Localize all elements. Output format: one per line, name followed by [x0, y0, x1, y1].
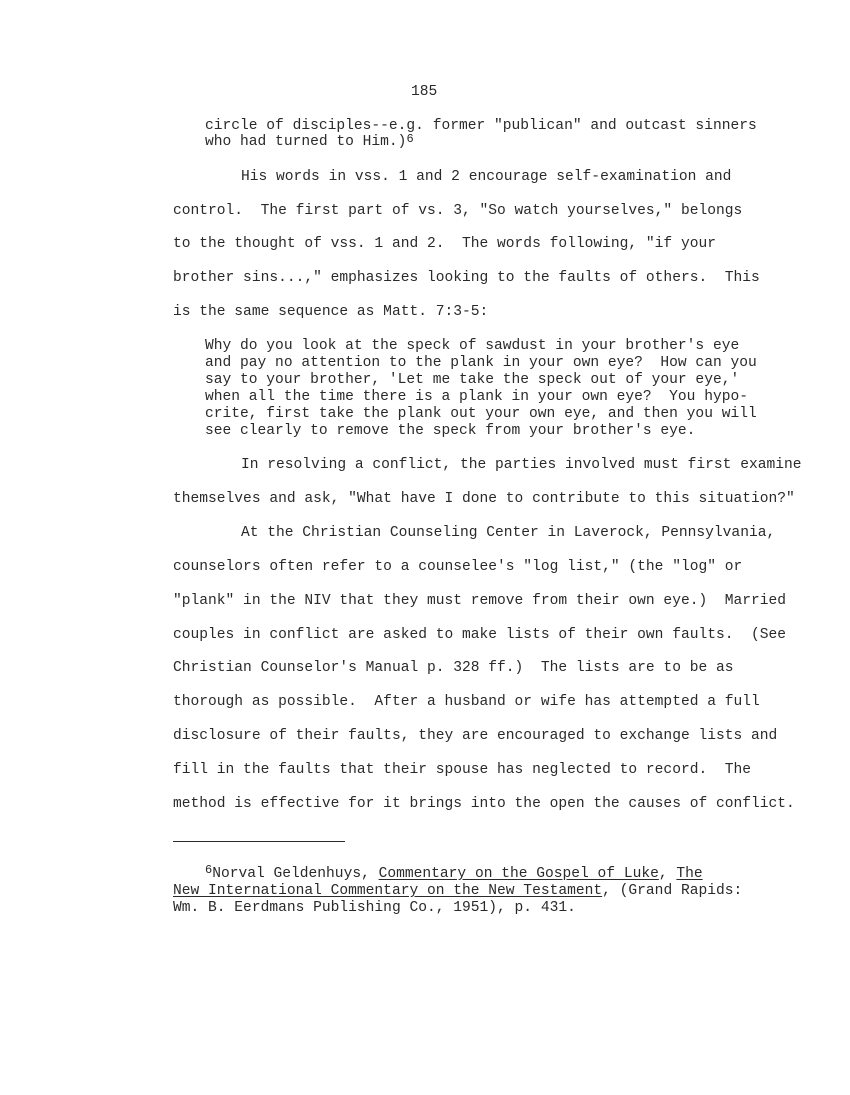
paragraph-line: couples in conflict are asked to make lists of their own faults. (See [173, 627, 787, 643]
paragraph-line: brother sins...," emphasizes looking to the faults of others. This [173, 270, 760, 286]
paragraph-line: Christian Counselor's Manual p. 328 ff.) The lists are to be as [173, 660, 734, 676]
block-quote-line: Why do you look at the speck of sawdust in your brother's eye [205, 338, 740, 354]
paragraph-line: His words in vss. 1 and 2 encourage self-examination and [241, 169, 732, 185]
footnote-series-title: The [676, 866, 703, 882]
footnote-separator-text: , [658, 866, 677, 882]
parenthetical-line: circle of disciples--e.g. former "publican" and outcast sinners [205, 118, 757, 134]
parenthetical-text: who had turned to Him.) [205, 134, 407, 150]
footnote-author: Norval Geldenhuys, [212, 866, 379, 882]
block-quote-line: and pay no attention to the plank in your own eye? How can you [205, 355, 757, 371]
paragraph-line: is the same sequence as Matt. 7:3-5: [173, 304, 489, 320]
paragraph-line: At the Christian Counseling Center in Laverock, Pennsylvania, [241, 525, 776, 541]
paragraph-line: method is effective for it brings into the open the causes of conflict. [173, 796, 795, 812]
block-quote-line: when all the time there is a plank in your own eye? You hypo- [205, 389, 748, 405]
footnote-book-title: Commentary on the Gospel of Luke [378, 866, 659, 882]
paragraph-line: fill in the faults that their spouse has neglected to record. The [173, 762, 752, 778]
paragraph-line: themselves and ask, "What have I done to contribute to this situation?" [173, 491, 795, 507]
footnote-line: Wm. B. Eerdmans Publishing Co., 1951), p. 431. [173, 900, 576, 916]
paragraph-line: disclosure of their faults, they are encouraged to exchange lists and [173, 728, 778, 744]
paragraph-line: "plank" in the NIV that they must remove from their own eye.) Married [173, 593, 787, 609]
paragraph-line: thorough as possible. After a husband or wife has attempted a full [173, 694, 760, 710]
footnote-publisher-place: , (Grand Rapids: [602, 883, 743, 899]
paragraph-line: to the thought of vss. 1 and 2. The words following, "if your [173, 236, 716, 252]
block-quote-line: say to your brother, 'Let me take the speck out of your eye,' [205, 372, 740, 388]
parenthetical-line [205, 134, 414, 151]
footnote-line [173, 883, 742, 900]
paragraph-line: control. The first part of vs. 3, "So watch yourselves," belongs [173, 203, 743, 219]
footnote-line [205, 863, 703, 883]
block-quote-line: see clearly to remove the speck from your brother's eye. [205, 423, 696, 439]
footnote-series-title: New International Commentary on the New Testament [173, 883, 603, 899]
paragraph-line: counselors often refer to a counselee's "log list," (the "log" or [173, 559, 743, 575]
footnote-marker: 6 [205, 863, 213, 877]
footnote-reference: 6 [406, 132, 414, 146]
page-number: 185 [411, 84, 438, 100]
footnote-separator [173, 841, 345, 842]
paragraph-line: In resolving a conflict, the parties involved must first examine [241, 457, 802, 473]
block-quote-line: crite, first take the plank out your own eye, and then you will [205, 406, 757, 422]
